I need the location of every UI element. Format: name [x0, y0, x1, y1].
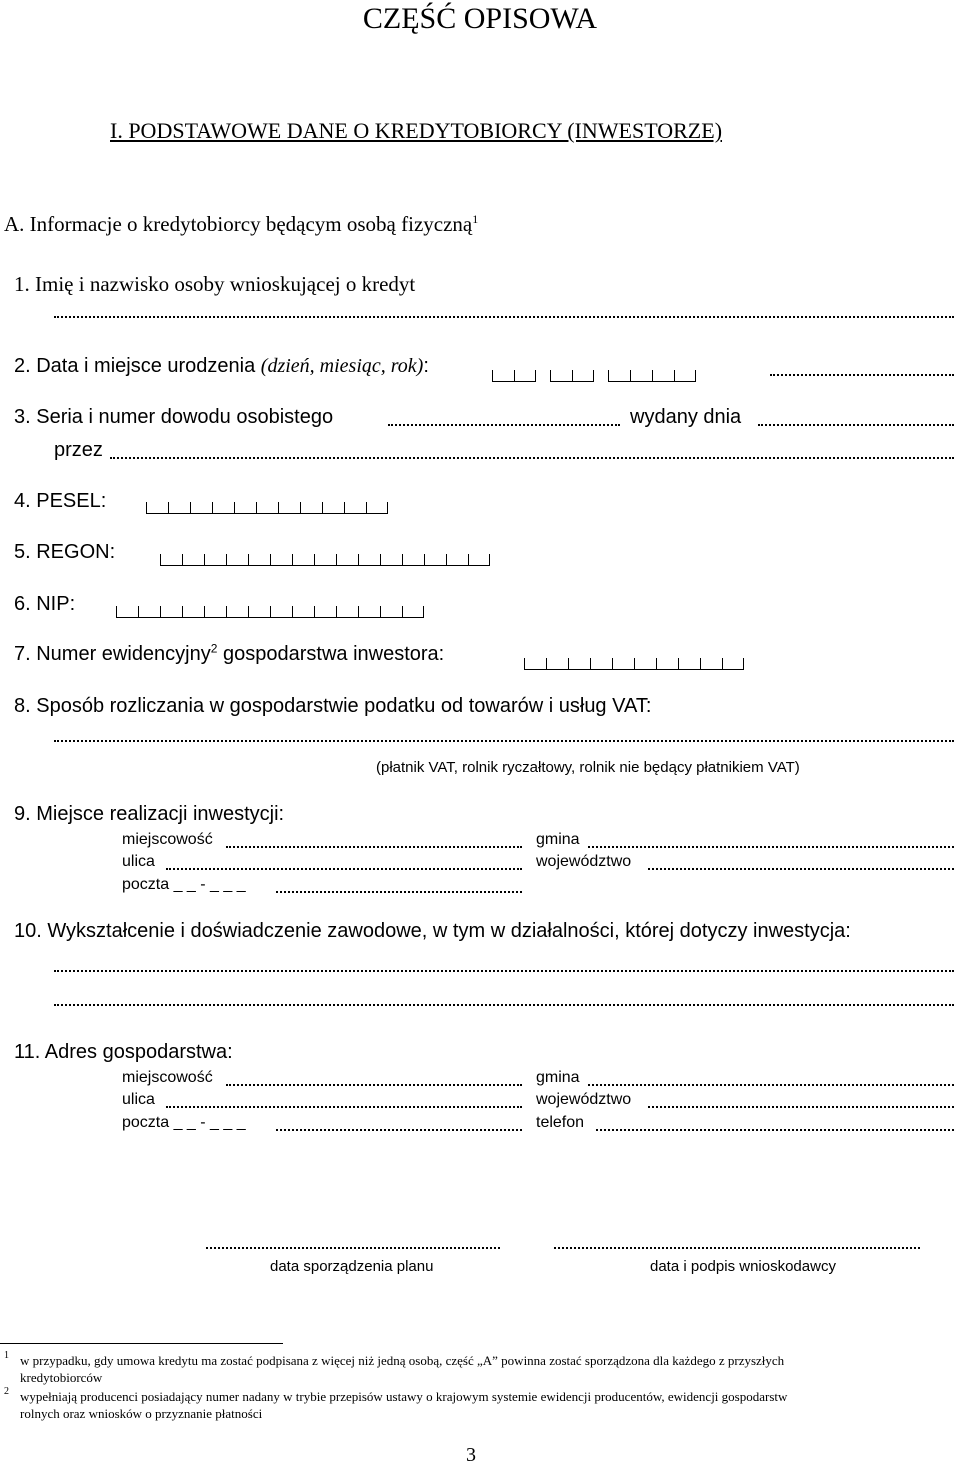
inv-gmina-field[interactable] [588, 846, 954, 848]
item-2-label [14, 355, 429, 378]
inv-poczta-label: poczta _ _ - _ _ _ [122, 876, 246, 893]
item-7-label [14, 643, 444, 666]
footnote-1-text: w przypadku, gdy umowa kredytu ma zostać podpisana z więcej niż jedną osobą, część „A” powinna zostać sporządzona dla każdego z przyszłych [20, 1353, 785, 1368]
item-10-label: 10. Wykształcenie i doświadczenie zawodowe, w tym w działalności, której dotyczy inwestycja: [14, 920, 851, 942]
item-4-label: 4. PESEL: [14, 490, 107, 512]
farm-poczta-label: poczta _ _ - _ _ _ [122, 1114, 246, 1131]
issued-by-field[interactable] [110, 457, 954, 459]
footnote-rule [0, 1343, 283, 1344]
inv-wojewodztwo-field[interactable] [648, 868, 954, 870]
regon-boxes[interactable] [160, 552, 490, 566]
date-label: data sporządzenia planu [270, 1258, 434, 1275]
vat-hint: (płatnik VAT, rolnik ryczałtowy, rolnik nie będący płatnikiem VAT) [376, 759, 800, 776]
farm-miejscowosc-field[interactable] [226, 1084, 522, 1086]
section-heading: I. PODSTAWOWE DANE O KREDYTOBIORCY (INWESTORZE) [110, 118, 723, 143]
farm-poczta-field[interactable] [276, 1129, 522, 1131]
item-2-hint: (dzień, miesiąc, rok) [260, 355, 424, 377]
item-11-label: 11. Adres gospodarstwa: [14, 1041, 233, 1063]
item-3-label: 3. Seria i numer dowodu osobistego [14, 406, 334, 428]
page-number: 3 [466, 1444, 476, 1466]
farm-telefon-field[interactable] [596, 1129, 954, 1131]
item-6-label: 6. NIP: [14, 593, 76, 615]
education-field-2[interactable] [54, 1004, 954, 1006]
date-signature-line[interactable] [206, 1247, 500, 1249]
item-5-label: 5. REGON: [14, 541, 116, 563]
footnote-ref-2: 2 [210, 641, 218, 656]
farm-miejscowosc-label: miejscowość [122, 1069, 213, 1086]
item-7-rest: gospodarstwa inwestora: [217, 643, 445, 665]
inv-wojewodztwo-label: województwo [536, 853, 632, 870]
footnote-1-text-cont: kredytobiorców [20, 1370, 103, 1385]
footnote-2-text: wypełniają producenci posiadający numer nadany w trybie przepisów ustawy o krajowym systemie ewidencji producentów, ewidencji gospodarstw [20, 1389, 788, 1404]
id-number-field[interactable] [388, 424, 620, 426]
birth-place-field[interactable] [770, 374, 954, 376]
footnote-ref-1: 1 [472, 212, 479, 226]
item-2-colon: : [423, 355, 429, 377]
page-title: CZĘŚĆ OPISOWA [362, 2, 598, 35]
item-2-text: 2. Data i miejsce urodzenia [14, 355, 261, 377]
applicant-signature-line[interactable] [554, 1247, 920, 1249]
footnote-2-text-cont: rolnych oraz wniosków o przyznanie płatności [20, 1406, 263, 1421]
subsection-heading [4, 212, 478, 237]
farm-wojewodztwo-label: województwo [536, 1091, 632, 1108]
issued-date-field[interactable] [758, 424, 954, 426]
inv-miejscowosc-label: miejscowość [122, 831, 213, 848]
signature-label: data i podpis wnioskodawcy [650, 1258, 836, 1275]
item-1-field[interactable] [54, 316, 954, 318]
farm-gmina-label: gmina [536, 1069, 580, 1086]
footnote-2-number: 2 [4, 1386, 9, 1397]
inv-miejscowosc-field[interactable] [226, 846, 522, 848]
education-field-1[interactable] [54, 970, 954, 972]
farm-wojewodztwo-field[interactable] [648, 1106, 954, 1108]
pesel-boxes[interactable] [146, 500, 388, 514]
item-1-label: 1. Imię i nazwisko osoby wnioskującej o kredyt [14, 272, 416, 296]
vat-field[interactable] [54, 740, 954, 742]
farm-id-boxes[interactable] [524, 656, 744, 670]
farm-ulica-label: ulica [122, 1091, 155, 1108]
issued-by-label: przez [54, 439, 103, 461]
birth-date-boxes[interactable] [492, 368, 696, 382]
farm-gmina-field[interactable] [588, 1084, 954, 1086]
nip-boxes[interactable] [116, 604, 424, 618]
farm-ulica-field[interactable] [166, 1106, 522, 1108]
item-9-label: 9. Miejsce realizacji inwestycji: [14, 803, 285, 825]
subsection-label: A. Informacje o kredytobiorcy będącym osobą fizyczną [4, 212, 473, 236]
inv-ulica-field[interactable] [166, 868, 522, 870]
farm-telefon-label: telefon [536, 1114, 585, 1131]
issued-date-label: wydany dnia [630, 406, 742, 428]
inv-gmina-label: gmina [536, 831, 580, 848]
item-8-label: 8. Sposób rozliczania w gospodarstwie podatku od towarów i usług VAT: [14, 695, 652, 717]
inv-ulica-label: ulica [122, 853, 155, 870]
inv-poczta-field[interactable] [276, 891, 522, 893]
footnote-1-number: 1 [4, 1350, 9, 1361]
item-7-text: 7. Numer ewidencyjny [14, 643, 211, 665]
